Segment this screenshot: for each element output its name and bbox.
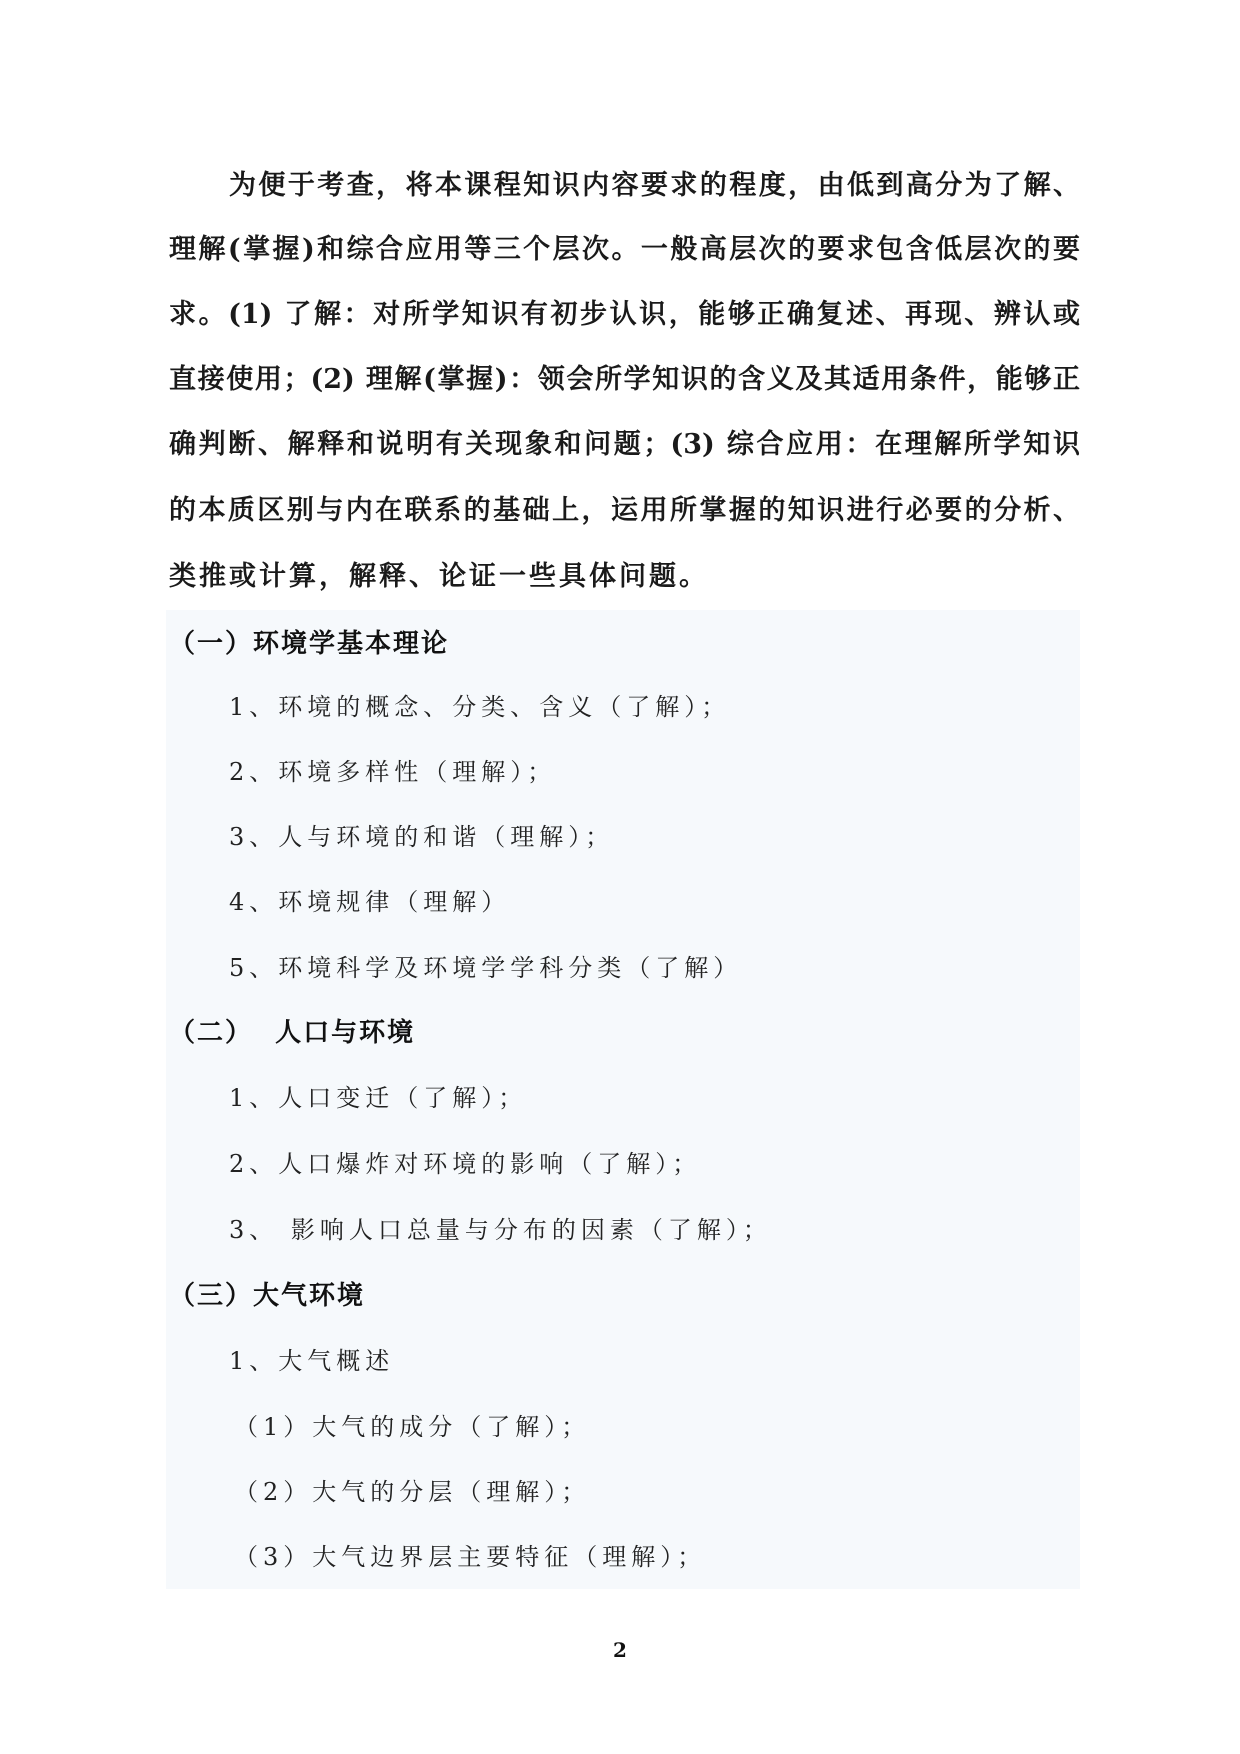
section-heading: （二） 人口与环境 [169,1018,416,1048]
list-item: 3、人与环境的和谐（理解）； [229,823,615,851]
paragraph-line: 为便于考查，将本课程知识内容要求的程度，由低到高分为了解、 [229,170,1080,201]
list-item: 1、人口变迁（了解）； [229,1084,528,1112]
paragraph-line: 类推或计算，解释、论证一些具体问题。 [169,561,709,592]
sub-list-item: （3）大气边界层主要特征（理解）； [234,1543,707,1571]
paragraph-line: 的本质区别与内在联系的基础上，运用所掌握的知识进行必要的分析、 [169,495,1080,526]
section-heading: （一）环境学基本理论 [169,629,450,659]
list-item: 1、环境的概念、分类、含义（了解）； [229,693,731,721]
page-number: 2 [613,1638,627,1662]
list-item: 2、环境多样性（理解）； [229,758,557,786]
list-item: 2、人口爆炸对环境的影响（了解）； [229,1150,702,1178]
paragraph-line: 求。(1) 了解：对所学知识有初步认识，能够正确复述、再现、辨认或 [169,299,1080,330]
list-item: 1、大气概述 [229,1347,395,1375]
paragraph-line: 确判断、解释和说明有关现象和问题；(3) 综合应用：在理解所学知识 [169,429,1080,460]
list-item: 4、环境规律（理解） [229,888,511,916]
paragraph-line: 直接使用；(2) 理解(掌握)：领会所学知识的含义及其适用条件，能够正 [169,364,1080,395]
paragraph-line: 理解(掌握)和综合应用等三个层次。一般高层次的要求包含低层次的要 [169,234,1080,265]
list-item: 5、环境科学及环境学学科分类（了解） [229,954,743,982]
list-item: 3、 影响人口总量与分布的因素（了解）； [229,1216,772,1244]
sub-list-item: （2）大气的分层（理解）； [234,1478,591,1506]
section-heading: （三）大气环境 [169,1281,366,1311]
sub-list-item: （1）大气的成分（了解）； [234,1413,591,1441]
